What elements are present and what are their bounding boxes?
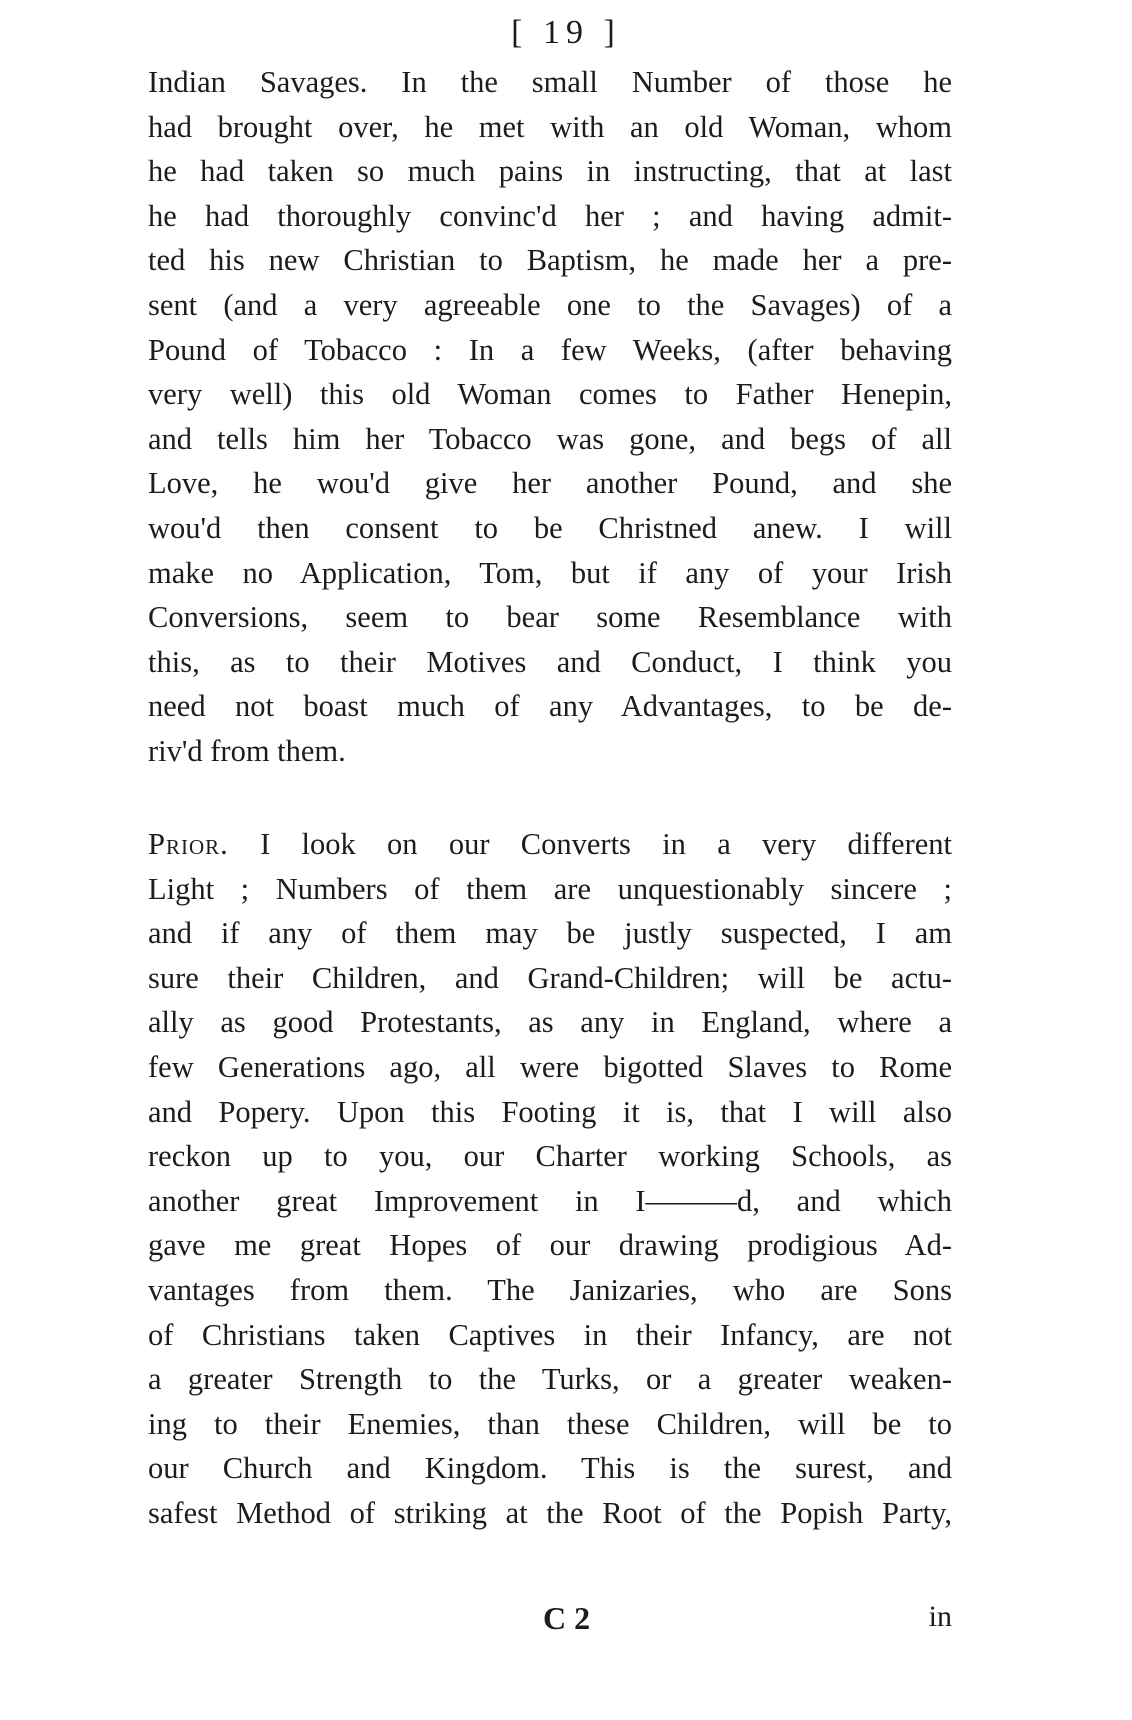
- text-line: ted his new Christian to Baptism, he made her a pre-: [148, 243, 952, 278]
- page-number: [ 19 ]: [511, 14, 621, 51]
- text-line: of Christians taken Captives in their Infancy, are not: [148, 1317, 952, 1352]
- text-line: riv'd from them.: [148, 733, 346, 768]
- text-line: gave me great Hopes of our drawing prodigious Ad-: [148, 1228, 952, 1263]
- text-line: sure their Children, and Grand-Children; will be actu-: [148, 960, 952, 995]
- text-line: sent (and a very agreeable one to the Savages) of a: [148, 287, 952, 322]
- text-line: ing to their Enemies, than these Children, will be to: [148, 1406, 952, 1441]
- text-line: he had thoroughly convinc'd her ; and having admit-: [148, 198, 952, 233]
- speaker-name: Prior.: [148, 827, 229, 861]
- text-line: had brought over, he met with an old Woman, whom: [148, 109, 952, 144]
- text-line: Pound of Tobacco : In a few Weeks, (after behaving: [148, 332, 952, 367]
- text-line: make no Application, Tom, but if any of your Irish: [148, 555, 952, 590]
- text-line: reckon up to you, our Charter working Schools, as: [148, 1139, 952, 1174]
- text-line: Light ; Numbers of them are unquestionably sincere ;: [148, 871, 952, 906]
- text-line: vantages from them. The Janizaries, who are Sons: [148, 1272, 952, 1307]
- text-line: and if any of them may be justly suspected, I am: [148, 916, 952, 951]
- text-line: safest Method of striking at the Root of the Popish Party,: [148, 1495, 952, 1530]
- text-line: wou'd then consent to be Christned anew. I will: [148, 510, 952, 545]
- text-line: Conversions, seem to bear some Resemblance with: [148, 600, 952, 635]
- text-line: and tells him her Tobacco was gone, and begs of all: [148, 421, 952, 456]
- text-line: he had taken so much pains in instructing, that at last: [148, 154, 952, 189]
- text-line: and Popery. Upon this Footing it is, that I will also: [148, 1094, 952, 1129]
- text-line: a greater Strength to the Turks, or a greater weaken-: [148, 1362, 952, 1397]
- text-line: very well) this old Woman comes to Father Henepin,: [148, 377, 952, 412]
- catchword: in: [928, 1600, 952, 1633]
- text-line: Love, he wou'd give her another Pound, and she: [148, 466, 952, 501]
- page-footer: [148, 1600, 952, 1644]
- signature-mark: C 2: [543, 1600, 591, 1636]
- paragraph-2: [148, 822, 952, 1536]
- text-line: another great Improvement in I———d, and which: [148, 1183, 952, 1218]
- text-line-content: I look on our Converts in a very different: [260, 827, 952, 861]
- paragraph-1: [148, 60, 952, 774]
- text-line: few Generations ago, all were bigotted Slaves to Rome: [148, 1049, 952, 1084]
- text-line: ally as good Protestants, as any in England, where a: [148, 1005, 952, 1040]
- text-line-first: [148, 822, 952, 867]
- text-line: Indian Savages. In the small Number of those he: [148, 65, 952, 99]
- text-line: our Church and Kingdom. This is the surest, and: [148, 1451, 952, 1486]
- text-line: need not boast much of any Advantages, to be de-: [148, 689, 952, 724]
- text-line: this, as to their Motives and Conduct, I think you: [148, 644, 952, 679]
